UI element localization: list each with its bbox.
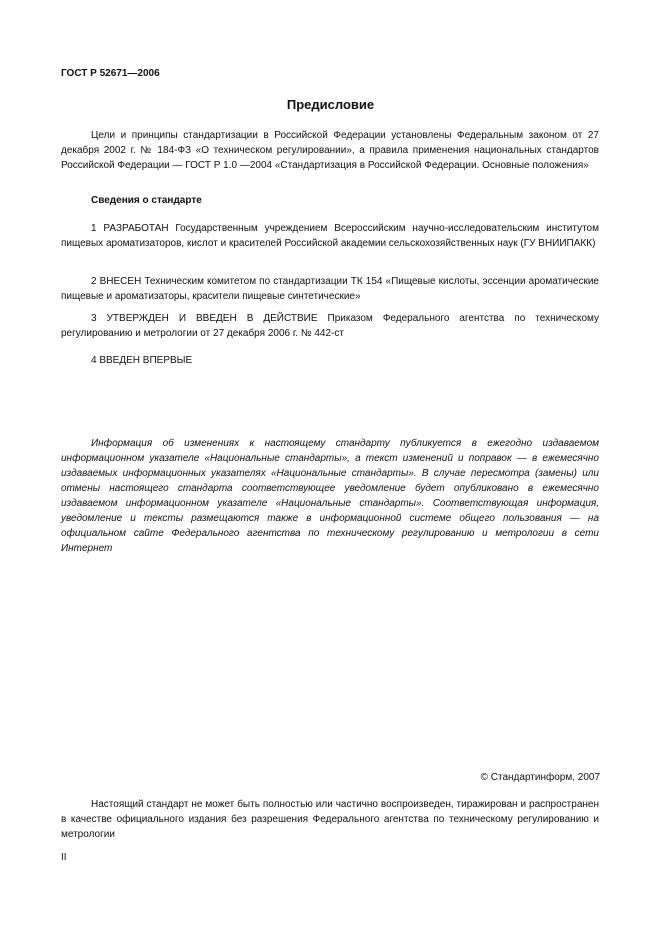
document-code: ГОСТ Р 52671—2006 — [61, 68, 160, 79]
reproduction-notice: Настоящий стандарт не может быть полностью или частично воспроизведен, тиражирован и распространен в качестве официального издания без разрешения Федерального агентства по техническому регулированию и метрологии — [61, 799, 599, 840]
item-developed: 1 РАЗРАБОТАН Государственным учреждением Всероссийским научно-исследовательским институтом пищевых ароматизаторов, кислот и красителей Российской академии сельскохозяйственных наук (ГУ ВНИИПАКК) — [61, 223, 599, 249]
item-introduced: 2 ВНЕСЕН Техническим комитетом по стандартизации ТК 154 «Пищевые кислоты, эссенции ароматические пищевые и ароматизаторы, красители пищевые синтетические» — [61, 276, 599, 302]
section-title: Сведения о стандарте — [91, 195, 202, 206]
page-title: Предисловие — [286, 97, 375, 112]
info-notice: Информация об изменениях к настоящему стандарту публикуется в ежегодно издаваемом информационном указателе «Национальные стандарты», а текст изменений и поправок — в ежемесячно издаваемых информационных указателях «Национальные стандарты». В случае пересмотра (замены) или отмены настоящего стандарта соответствующее уведомление будет опубликовано в ежемесячно издаваемом информационном указателе «Национальные стандарты». Соответствующая информация, уведомление и тексты размещаются также в информационной системе общего пользования — на официальном сайте Федерального агентства по техническому регулированию и метрологии в сети Интернет — [61, 438, 599, 554]
item-first-introduced: 4 ВВЕДЕН ВПЕРВЫЕ — [91, 355, 193, 366]
page-number: II — [61, 852, 67, 863]
copyright: © Стандартинформ, 2007 — [480, 772, 600, 783]
item-approved: 3 УТВЕРЖДЕН И ВВЕДЕН В ДЕЙСТВИЕ Приказом Федерального агентства по техническому регулированию и метрологии от 27 декабря 2006 г. № 442-ст — [61, 313, 599, 339]
foreword-intro: Цели и принципы стандартизации в Российской Федерации установлены Федеральным законом от 27 декабря 2002 г. № 184-ФЗ «О техническом регулировании», а правила применения национальных стандартов Российской Федерации — ГОСТ Р 1.0 —2004 «Стандартизация в Российской Федерации. Основные положения» — [61, 130, 599, 171]
